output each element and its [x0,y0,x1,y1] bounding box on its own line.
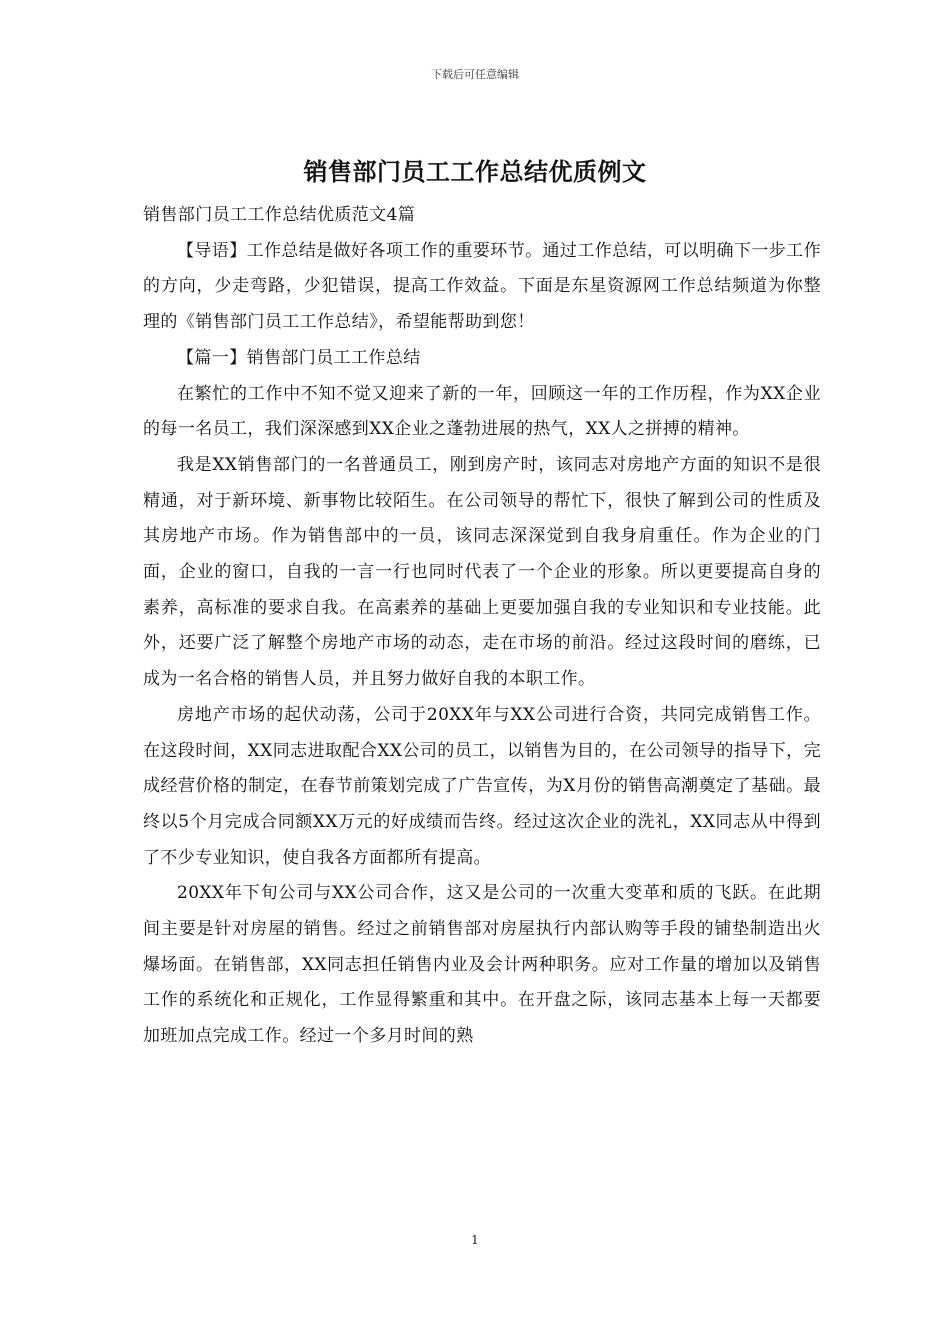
section-heading: 【篇一】销售部门员工工作总结 [177,347,421,368]
document-title: 销售部门员工工作总结优质例文 [303,157,647,186]
body-paragraph: 房地产市场的起伏动荡，公司于20XX年与XX公司进行合资，共同完成销售工作。在这段时间，XX同志进取配合XX公司的员工，以销售为目的，在公司领导的指导下，完成经营价格的制定，在春节前策划完成了广告宣传，为X月份的销售高潮奠定了基础。最终以5个月完成合同额XX万元的好成绩而告终。经过这次企业的洗礼，XX同志从中得到了不少专业知识，使自我各方面都所有提高。 [143,704,821,868]
header-note: 下载后可任意编辑 [431,68,519,81]
body-paragraph: 在繁忙的工作中不知不觉又迎来了新的一年，回顾这一年的工作历程，作为XX企业的每一名员工，我们深深感到XX企业之蓬勃进展的热气，XX人之拼搏的精神。 [143,383,821,440]
document-subtitle: 销售部门员工工作总结优质范文4篇 [143,205,416,225]
page-number: 1 [471,1233,479,1247]
intro-paragraph: 【导语】工作总结是做好各项工作的重要环节。通过工作总结，可以明确下一步工作的方向，少走弯路，少犯错误，提高工作效益。下面是东星资源网工作总结频道为你整理的《销售部门员工工作总结》，希望能帮助到您！ [143,240,821,333]
body-paragraph: 20XX年下旬公司与XX公司合作，这又是公司的一次重大变革和质的飞跃。在此期间主要是针对房屋的销售。经过之前销售部对房屋执行内部认购等手段的铺垫制造出火爆场面。在销售部，XX同志担任销售内业及会计两种职务。应对工作量的增加以及销售工作的系统化和正规化，工作显得繁重和其中。在开盘之际，该同志基本上每一天都要加班加点完成工作。经过一个多月时间的熟 [143,883,821,1047]
document-body [143,198,821,1055]
body-paragraph: 我是XX销售部门的一名普通员工，刚到房产时，该同志对房地产方面的知识不是很精通，对于新环境、新事物比较陌生。在公司领导的帮忙下，很快了解到公司的性质及其房地产市场。作为销售部中的一员，该同志深深觉到自我身肩重任。作为企业的门面，企业的窗口，自我的一言一行也同时代表了一个企业的形象。所以更要提高自身的素养，高标准的要求自我。在高素养的基础上更要加强自我的专业知识和专业技能。此外，还要广泛了解整个房地产市场的动态，走在市场的前沿。经过这段时间的磨练，已成为一名合格的销售人员，并且努力做好自我的本职工作。 [143,454,821,690]
